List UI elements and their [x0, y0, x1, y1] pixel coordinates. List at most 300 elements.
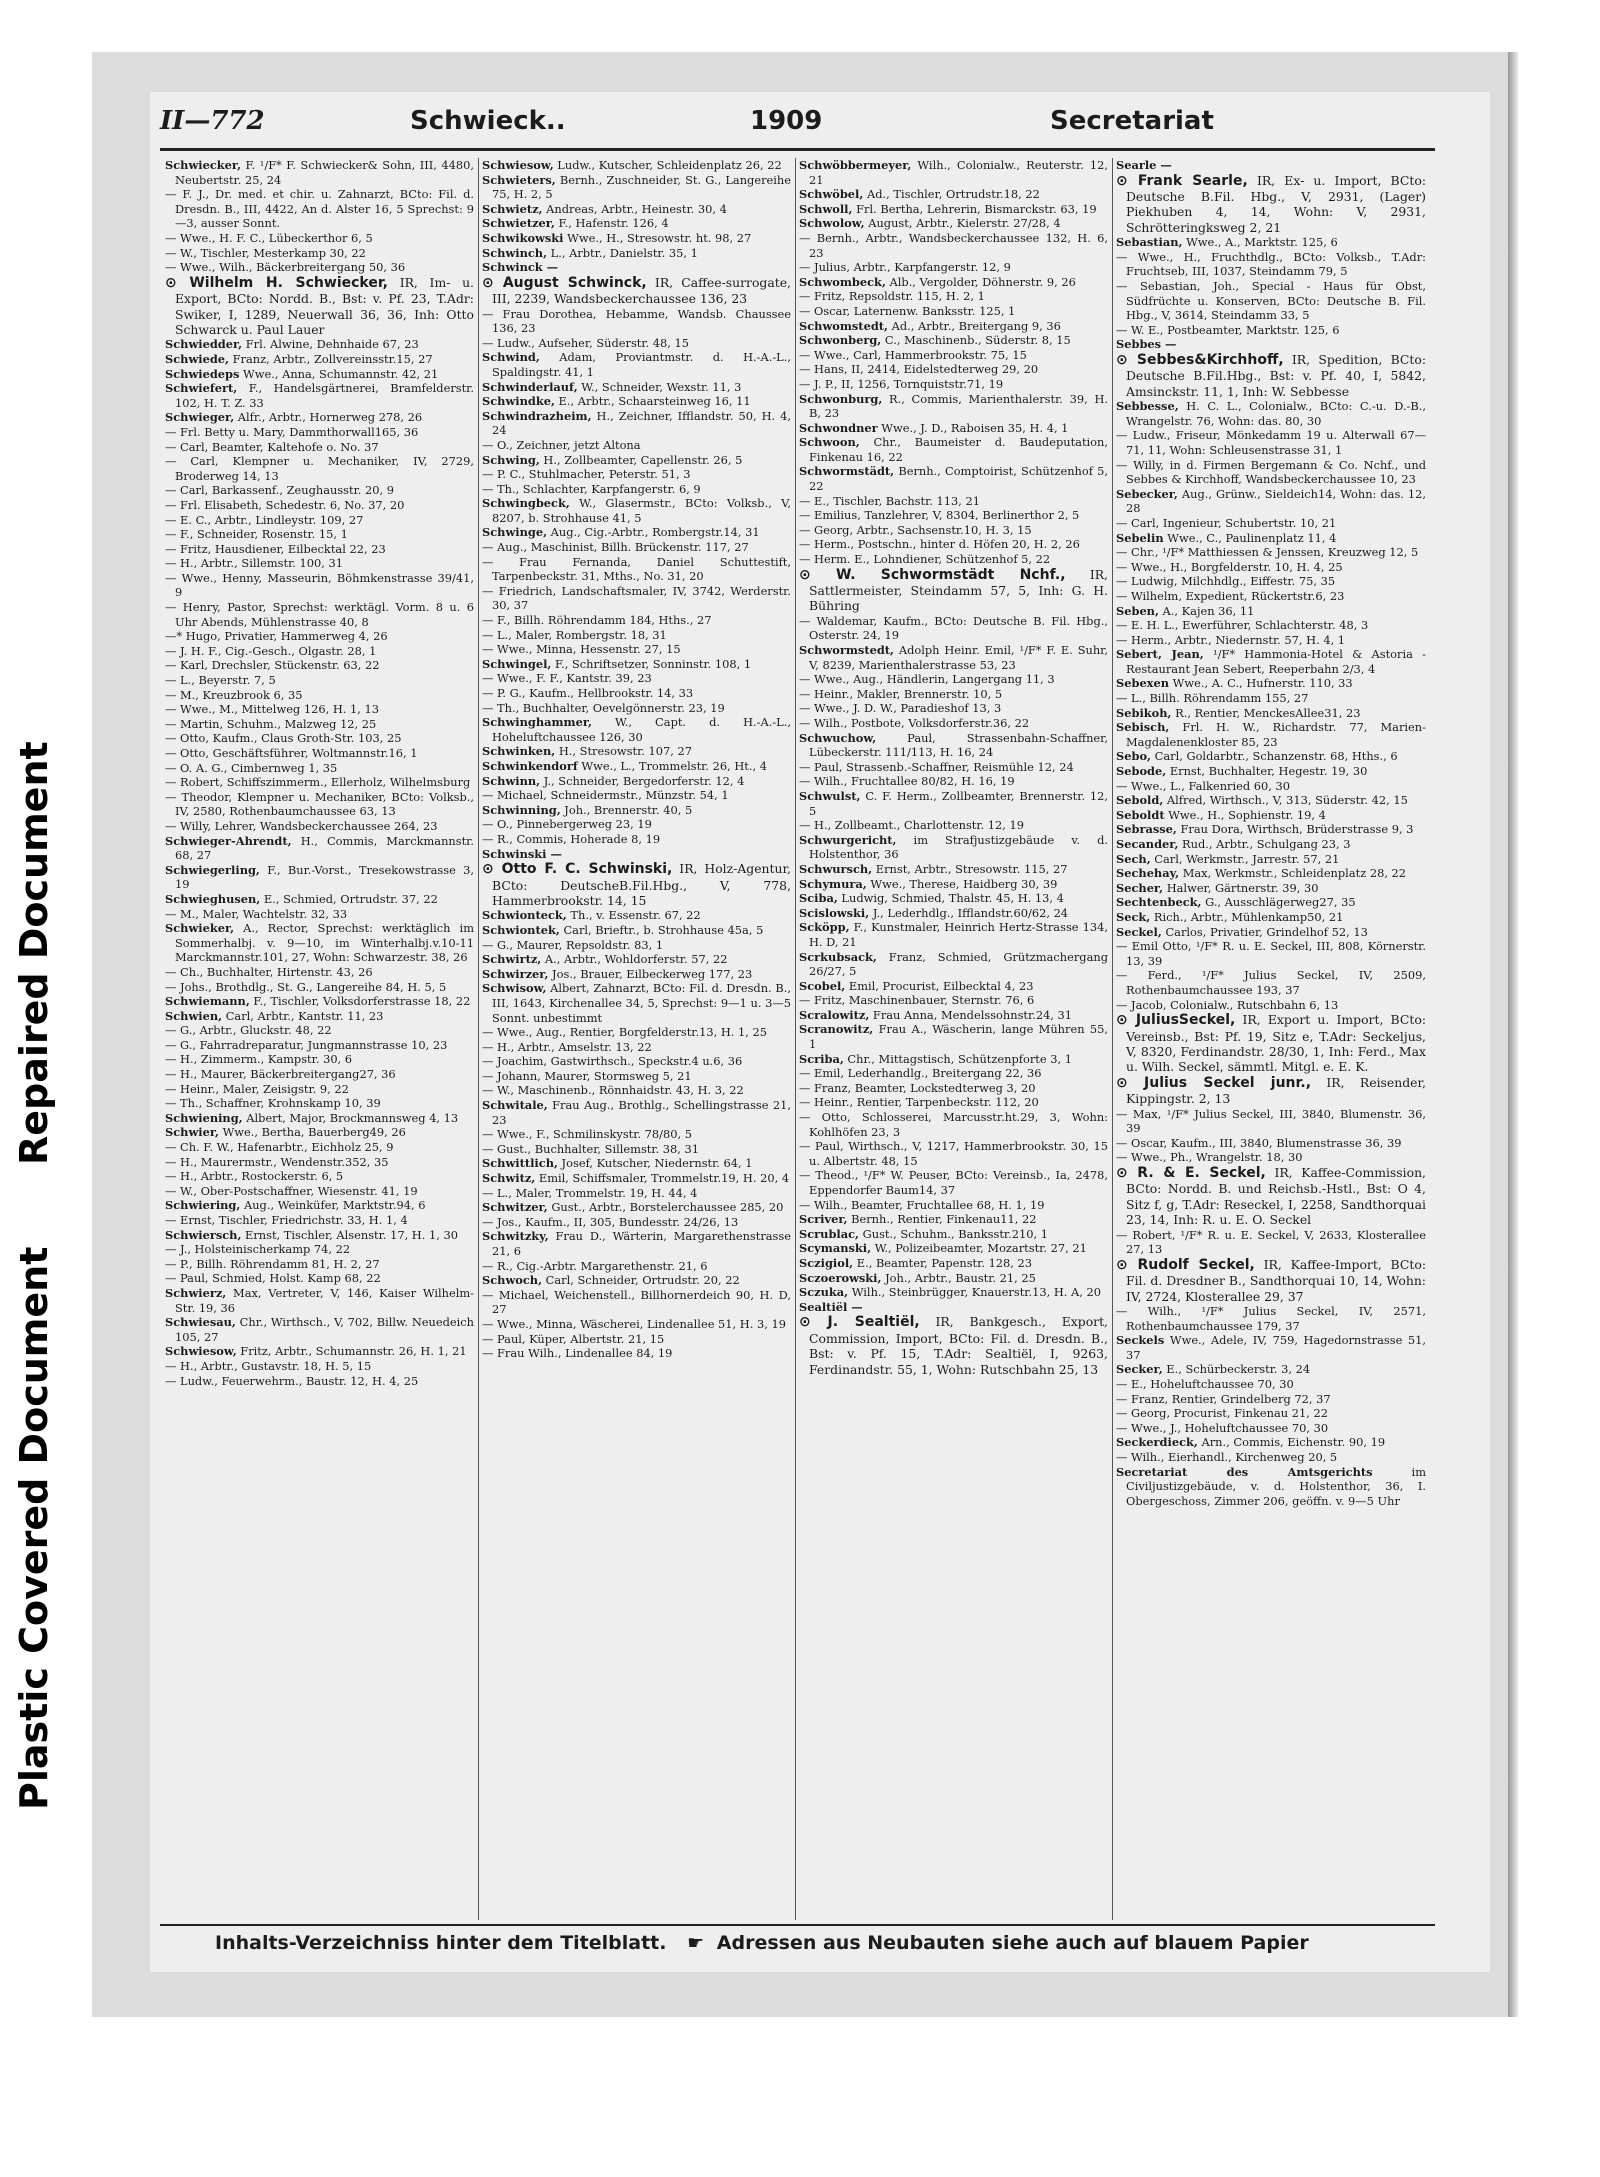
entry-details: — Oscar, Kaufm., III, 3840, Blumenstrasse 36, 39: [1116, 1135, 1402, 1150]
directory-entry: [165, 673, 474, 688]
directory-entry: [165, 1155, 474, 1170]
entry-details: — Herm., Postschn., hinter d. Höfen 20, H. 2, 26: [799, 537, 1080, 552]
entry-details: Wwe., A., Marktstr. 125, 6: [1182, 235, 1338, 250]
directory-entry: [799, 1241, 1108, 1256]
entry-name: Schwinn,: [482, 773, 541, 788]
entry-name: Schwittlich,: [482, 1156, 558, 1171]
entry-details: — Emil, Lederhandlg., Breitergang 22, 36: [799, 1066, 1042, 1081]
directory-entry: [482, 861, 791, 908]
entry-details: — Oscar, Laternenw. Banksstr. 125, 1: [799, 303, 1016, 318]
entry-details: L., Arbtr., Danielstr. 35, 1: [547, 245, 698, 260]
directory-entry: [165, 246, 474, 261]
directory-entry: [799, 158, 1108, 187]
entry-name: Sczoerowski,: [799, 1270, 882, 1285]
entry-details: ¹/F* Hammonia-Hotel & Astoria - Restaurant Jean Sebert, Reeperbahn 2/3, 4: [1126, 647, 1426, 676]
entry-details: — Frau Wilh., Lindenallee 84, 19: [482, 1346, 673, 1361]
entry-name: Schwietz,: [482, 201, 543, 216]
directory-entry: [165, 542, 474, 557]
entry-name: Schwiesau,: [165, 1315, 236, 1330]
side-label-plastic: Plastic Covered Document: [12, 1246, 56, 1810]
entry-name: Schwiesow,: [482, 158, 554, 172]
directory-entry: [799, 537, 1108, 552]
entry-name: ⊙ Wilhelm H. Schwiecker,: [165, 274, 389, 291]
entry-details: — W. E., Postbeamter, Marktstr. 125, 6: [1116, 322, 1340, 337]
entry-details: Aug., Grünw., Sieldeich14, Wohn: das. 12, 28: [1126, 486, 1426, 516]
directory-entry: [799, 833, 1108, 862]
entry-details: — Wilh., ¹/F* Julius Seckel, IV, 2571, Rothenbaumchaussee 179, 37: [1116, 1303, 1426, 1333]
entry-details: — Wilh., Postbote, Volksdorferstr.36, 22: [799, 716, 1030, 730]
entry-details: — H., Arbtr., Amselstr. 13, 22: [482, 1039, 652, 1054]
entry-details: — Wwe., Aug., Rentier, Borgfelderstr.13, H. 1, 25: [482, 1025, 768, 1040]
directory-entry: [1116, 925, 1426, 940]
entry-details: A., Arbtr., Wohldorferstr. 57, 22: [541, 952, 728, 967]
directory-entry: [165, 556, 474, 571]
entry-name: Schwien,: [165, 1008, 223, 1023]
entry-details: — L., Beyerstr. 7, 5: [165, 673, 276, 688]
entry-details: — Wwe., Aug., Händlerin, Langergang 11, 3: [799, 672, 1055, 687]
directory-entry: [482, 1317, 791, 1332]
directory-entry: [799, 1212, 1108, 1227]
entry-name: Sebode,: [1116, 764, 1167, 779]
directory-entry: [482, 981, 791, 1025]
directory-entry: [165, 1315, 474, 1344]
header-year: 1909: [750, 106, 823, 136]
directory-entry: [1116, 706, 1426, 721]
directory-columns: [162, 158, 1432, 1920]
directory-entry: [165, 352, 474, 367]
entry-name: Sebikoh,: [1116, 705, 1172, 720]
entry-details: Joh., Arbtr., Baustr. 21, 25: [881, 1270, 1036, 1285]
directory-entry: [1116, 1228, 1426, 1257]
directory-entry: [1116, 866, 1426, 881]
directory-entry: [1116, 633, 1426, 648]
directory-entry: [165, 775, 474, 790]
entry-name: Schwiecker,: [165, 158, 242, 172]
entry-name: Schwormstedt,: [799, 643, 895, 658]
entry-name: ⊙ W. Schwormstädt Nchf.,: [799, 566, 1066, 583]
entry-details: Albert, Zahnarzt, BCto: Fil. d. Dresdn. B., III, 1643, Kirchenallee 34, 5, Sprechst: 9—1 u. 3—5 Sonnt. unbestimmt: [492, 981, 791, 1025]
entry-name: Schwionteck,: [482, 908, 567, 923]
directory-entry: [799, 377, 1108, 392]
footer-index-note: Inhalts-Verzeichniss hinter dem Titelblatt.: [215, 1932, 667, 1954]
directory-entry: [165, 1374, 474, 1389]
entry-details: — Paul, Küper, Albertstr. 21, 15: [482, 1331, 665, 1346]
entry-details: — Chr., ¹/F* Matthiessen & Jenssen, Kreuzweg 12, 5: [1116, 545, 1419, 560]
entry-name: Scköpp,: [799, 920, 850, 935]
entry-name: Schwinderlauf,: [482, 379, 578, 394]
entry-details: Carl, Brieftr., b. Strohhause 45a, 5: [559, 922, 764, 937]
entry-details: — Henry, Pastor, Sprechst: werktägl. Vorm. 8 u. 6 Uhr Abends, Mühlenstrasse 40, 8: [165, 600, 474, 629]
directory-entry: [482, 1332, 791, 1347]
directory-entry: [1116, 560, 1426, 575]
entry-details: — W., Maschinenb., Rönnhaidstr. 43, H. 3, 22: [482, 1083, 744, 1098]
entry-details: F., Handelsgärtnerei, Bramfelderstr. 102, H. T. Z. 33: [175, 381, 474, 410]
entry-name: Scriba,: [799, 1051, 844, 1066]
entry-name: Sech,: [1116, 851, 1151, 866]
directory-entry: [482, 409, 791, 438]
side-label-repaired: Repaired Document: [12, 741, 56, 1165]
entry-details: R., Commis, Marienthalerstr. 39, H. B, 23: [809, 391, 1108, 421]
entry-details: Franz, Schmied, Grützmachergang 26/27, 5: [809, 949, 1108, 979]
directory-entry: [1116, 545, 1426, 560]
entry-name: Schwirtz,: [482, 952, 542, 967]
directory-entry: [1116, 1257, 1426, 1304]
entry-details: — Carl, Ingenieur, Schubertstr. 10, 21: [1116, 515, 1337, 530]
entry-details: Frl. H. W., Richardstr. 77, Marien-Magdalenenkloster 85, 23: [1126, 720, 1426, 749]
entry-details: F., Schriftsetzer, Sonninstr. 108, 1: [551, 656, 752, 671]
entry-details: August, Arbtr., Kielerstr. 27/28, 4: [864, 216, 1061, 231]
directory-entry: [799, 1256, 1108, 1271]
directory-entry: [1116, 1377, 1426, 1392]
entry-details: — E. C., Arbtr., Lindleystr. 109, 27: [165, 512, 364, 527]
directory-entry: [799, 275, 1108, 290]
entry-name: Schwöbel,: [799, 187, 864, 202]
directory-entry: [1116, 323, 1426, 338]
entry-name: Schwinken,: [482, 744, 556, 759]
entry-details: Frl. Bertha, Lehrerin, Bismarckstr. 63, 19: [852, 201, 1097, 216]
directory-entry: [1116, 1136, 1426, 1151]
entry-details: — Wilh., Fruchtallee 80/82, H. 16, 19: [799, 774, 1015, 789]
directory-entry: [482, 1273, 791, 1288]
entry-name: Schwingbeck,: [482, 496, 570, 511]
directory-entry: [799, 494, 1108, 509]
entry-details: — Robert, Schiffszimmerm., Ellerholz, Wilhelmsburg: [165, 775, 471, 790]
directory-entry: [165, 1140, 474, 1155]
entry-name: Schwing,: [482, 452, 540, 467]
directory-entry: [165, 1009, 474, 1024]
entry-name: Schwiedder,: [165, 337, 243, 352]
directory-entry: [482, 246, 791, 261]
entry-details: — Aug., Maschinist, Billh. Brückenstr. 117, 27: [482, 540, 749, 555]
entry-details: — Carl, Klempner u. Mechaniker, IV, 2729, Broderweg 14, 13: [165, 454, 474, 483]
directory-entry: [799, 1052, 1108, 1067]
entry-name: Schwiering,: [165, 1198, 241, 1213]
entry-name: Schwitz,: [482, 1171, 536, 1186]
entry-details: IR, Caffee-surrogate, III, 2239, Wandsbeckerchaussee 136, 23: [492, 274, 791, 307]
directory-entry: [165, 275, 474, 338]
entry-name: Schwiedeps: [165, 366, 240, 381]
entry-details: W., Glasermstr., BCto: Volksb., V, 8207, b. Strohhause 41, 5: [492, 496, 791, 525]
entry-details: — Frl. Elisabeth, Schedestr. 6, No. 37, 20: [165, 497, 405, 512]
entry-details: Emil, Procurist, Eilbecktal 4, 23: [845, 978, 1034, 993]
entry-details: — Wwe., H., Borgfelderstr. 10, H. 4, 25: [1116, 559, 1343, 574]
entry-details: Rud., Arbtr., Schulgang 23, 3: [1178, 837, 1351, 851]
entry-details: — Wilh., Eierhandl., Kirchenweg 20, 5: [1116, 1449, 1338, 1464]
entry-details: Gust., Schuhm., Banksstr.210, 1: [859, 1226, 1048, 1241]
directory-entry: [165, 498, 474, 513]
entry-details: H., Commis, Marckmannstr. 68, 27: [175, 833, 474, 863]
entry-name: Secker,: [1116, 1362, 1163, 1377]
entry-name: Secander,: [1116, 837, 1179, 851]
directory-entry: [165, 907, 474, 922]
entry-details: — Herm. E., Lohndiener, Schützenhof 5, 22: [799, 552, 1051, 567]
entry-name: Schymura,: [799, 876, 867, 891]
directory-entry: [165, 819, 474, 834]
directory-entry: [1116, 852, 1426, 867]
entry-name: Schwinski —: [482, 846, 562, 861]
entry-details: Josef, Kutscher, Niedernstr. 64, 1: [557, 1156, 753, 1171]
directory-entry: [1116, 428, 1426, 457]
directory-entry: [799, 231, 1108, 260]
directory-entry: [165, 1228, 474, 1243]
entry-details: C. F. Herm., Zollbeamter, Brennerstr. 12, 5: [809, 788, 1108, 818]
directory-entry: [482, 496, 791, 525]
directory-entry: [165, 454, 474, 483]
entry-name: Schwöbbermeyer,: [799, 158, 912, 172]
header-right-keyword: Secretariat: [1050, 106, 1214, 136]
directory-entry: [1116, 1012, 1426, 1075]
directory-entry: [1116, 337, 1426, 352]
directory-entry: [1116, 1465, 1426, 1509]
entry-details: Rich., Arbtr., Mühlenkamp50, 21: [1150, 909, 1344, 924]
directory-entry: [165, 644, 474, 659]
entry-name: Schwormstädt,: [799, 464, 895, 479]
directory-entry: [165, 1213, 474, 1228]
directory-entry: [799, 614, 1108, 643]
entry-details: — P. C., Stuhlmacher, Peterstr. 51, 3: [482, 467, 691, 482]
directory-entry: [165, 1257, 474, 1272]
directory-entry: [799, 672, 1108, 687]
entry-details: — H., Zimmerm., Kampstr. 30, 6: [165, 1052, 353, 1067]
entry-name: Searle —: [1116, 158, 1172, 172]
directory-column: [796, 158, 1113, 1920]
page-footer: [215, 1932, 1445, 1954]
entry-details: — Ch. F. W., Hafenarbtr., Eichholz 25, 9: [165, 1140, 394, 1155]
entry-details: — Wwe., J., Hoheluftchaussee 70, 30: [1116, 1420, 1329, 1435]
directory-entry: [799, 1168, 1108, 1197]
entry-details: — J. H. F., Cig.-Gesch., Olgastr. 28, 1: [165, 643, 377, 658]
entry-details: — Sebastian, Joh., Special - Haus für Obst, Südfrüchte u. Konserven, BCto: Deutsche B. Fil. Hbg., V, 3614, Steindamm 33, 5: [1116, 279, 1426, 323]
directory-entry: [165, 1242, 474, 1257]
directory-entry: [165, 527, 474, 542]
directory-entry: [799, 862, 1108, 877]
directory-entry: [482, 1215, 791, 1230]
entry-details: — Ludw., Friseur, Mönkedamm 19 u. Alterwall 67—71, 11, Wohn: Schleusenstrasse 31, 1: [1116, 428, 1426, 457]
directory-entry: [1116, 1392, 1426, 1407]
entry-name: ⊙ Julius Seckel junr.,: [1116, 1074, 1312, 1091]
directory-entry: [1116, 749, 1426, 764]
directory-entry: [482, 1054, 791, 1069]
directory-entry: [1116, 939, 1426, 968]
entry-details: E., Schmied, Ortrudstr. 37, 22: [260, 891, 438, 906]
entry-name: Scrkubsack,: [799, 949, 877, 964]
entry-details: Wwe., Anna, Schumannstr. 42, 21: [239, 366, 439, 381]
entry-details: E., Schürbeckerstr. 3, 24: [1162, 1362, 1311, 1377]
entry-name: Sechehay,: [1116, 866, 1180, 881]
entry-details: Aug., Cig.-Arbtr., Rombergstr.14, 31: [547, 525, 760, 540]
directory-entry: [482, 394, 791, 409]
entry-details: — Jos., Kaufm., II, 305, Bundesstr. 24/26, 13: [482, 1214, 739, 1229]
entry-details: J., Lederhdlg., Ifflandstr.60/62, 24: [869, 905, 1069, 920]
directory-entry: [1116, 604, 1426, 619]
entry-details: — Wwe., Minna, Hessenstr. 27, 15: [482, 642, 681, 657]
directory-entry: [482, 952, 791, 967]
entry-details: H., Stresowstr. 107, 27: [555, 744, 693, 759]
entry-details: IR, Spedition, BCto: Deutsche B.Fil.Hbg., Bst: v. Pf. 40, I, 5842, Amsinckstr. 11, 1, Inh: W. Sebbesse: [1126, 351, 1426, 399]
entry-details: IR, Kaffee-Commission, BCto: Nordd. B. und Reichsb.-Hstl., Bst: O 4, Sitz f, g, T.Adr: Reseckel, I, 2258, Sandthorquai 23, 14, Inh: R. u. E. O. Seckel: [1126, 1164, 1426, 1228]
directory-entry: [165, 381, 474, 410]
directory-entry: [1116, 808, 1426, 823]
directory-entry: [799, 392, 1108, 421]
entry-details: Adolph Heinr. Emil, ¹/F* F. E. Suhr, V, 8239, Marienthalerstrasse 53, 23: [809, 643, 1108, 672]
directory-entry: [482, 231, 791, 246]
entry-details: — Wwe., M., Mittelweg 126, H. 1, 13: [165, 702, 379, 717]
entry-details: — H., Maurermstr., Wendenstr.352, 35: [165, 1154, 389, 1169]
directory-entry: [165, 980, 474, 995]
entry-details: — Wwe., Carl, Hammerbrookstr. 75, 15: [799, 347, 1027, 362]
entry-details: Ludwig, Schmied, Thalstr. 45, H. 13, 4: [837, 891, 1064, 906]
footer-new-buildings-note: Adressen aus Neubauten siehe auch auf blauem Papier: [716, 1932, 1309, 1954]
entry-details: — Jacob, Colonialw., Rutschbahn 6, 13: [1116, 997, 1339, 1012]
entry-details: Emil, Schiffsmaler, Trommelstr.19, H. 20, 4: [535, 1171, 790, 1186]
entry-details: IR, Holz-Agentur, BCto: DeutscheB.Fil.Hbg., V, 778, Hammerbrookstr. 14, 15: [492, 861, 791, 908]
entry-details: — Michael, Weichenstell., Billhornerdeich 90, H. D, 27: [482, 1287, 791, 1317]
entry-details: — Th., Schaffner, Krohnskamp 10, 39: [165, 1096, 381, 1111]
entry-details: — M., Kreuzbrook 6, 35: [165, 687, 303, 702]
entry-details: G., Ausschlägerweg27, 35: [1201, 895, 1356, 910]
directory-entry: [482, 1127, 791, 1142]
entry-details: — R., Commis, Hoherade 8, 19: [482, 831, 661, 846]
directory-entry: [1116, 779, 1426, 794]
entry-details: Wwe., A. C., Hufnerstr. 110, 33: [1169, 676, 1353, 691]
directory-entry: [482, 202, 791, 217]
directory-entry: [1116, 895, 1426, 910]
entry-name: Schwinck —: [482, 260, 559, 275]
entry-details: IR, Reisender, Kippingstr. 2, 13: [1126, 1074, 1426, 1107]
directory-entry: [165, 790, 474, 819]
directory-entry: [1116, 279, 1426, 323]
directory-entry: [482, 967, 791, 982]
entry-details: — Gust., Buchhalter, Sillemstr. 38, 31: [482, 1141, 700, 1156]
entry-details: — G., Maurer, Repsoldstr. 83, 1: [482, 937, 664, 952]
directory-entry: [1116, 250, 1426, 279]
entry-name: Schwurgericht,: [799, 832, 897, 847]
entry-details: — Willy, in d. Firmen Bergemann & Co. Nchf., und Sebbes & Kirchhoff, Wandsbeckerchaussee 10, 23: [1116, 457, 1426, 487]
entry-details: Frau A., Wäscherin, lange Mühren 55, 1: [809, 1022, 1108, 1052]
entry-name: Schwinge,: [482, 525, 548, 540]
entry-details: — Otto, Geschäftsführer, Woltmannstr.16, 1: [165, 746, 418, 760]
directory-entry: [799, 1081, 1108, 1096]
entry-name: Seck,: [1116, 909, 1151, 924]
entry-details: — Max, ¹/F* Julius Seckel, III, 3840, Blumenstr. 36, 39: [1116, 1106, 1426, 1136]
directory-entry: [482, 1171, 791, 1186]
entry-name: Sebold,: [1116, 793, 1164, 808]
directory-column: [1113, 158, 1430, 1920]
directory-entry: [799, 1022, 1108, 1051]
entry-details: — O. A. G., Cimbernweg 1, 35: [165, 760, 338, 775]
entry-details: — Wilhelm, Expedient, Rückertstr.6, 23: [1116, 588, 1345, 603]
entry-name: Schwieker,: [165, 921, 235, 936]
directory-entry: [799, 774, 1108, 789]
directory-entry: [165, 1169, 474, 1184]
directory-entry: [482, 1083, 791, 1098]
entry-name: Scriver,: [799, 1212, 848, 1227]
entry-name: Scobel,: [799, 978, 846, 993]
directory-entry: [165, 863, 474, 892]
entry-name: Sealtiël —: [799, 1299, 863, 1314]
directory-entry: [799, 920, 1108, 949]
directory-entry: [799, 260, 1108, 275]
entry-details: Wwe., Therese, Haidberg 30, 39: [866, 876, 1058, 891]
entry-details: — P. G., Kaufm., Hellbrookstr. 14, 33: [482, 686, 694, 700]
entry-details: — Herm., Arbtr., Niedernstr. 57, H. 4, 1: [1116, 632, 1346, 647]
directory-entry: [165, 1067, 474, 1082]
entry-details: — G., Fahrradreparatur, Jungmannstrasse 10, 23: [165, 1037, 448, 1052]
entry-details: — O., Zeichner, jetzt Altona: [482, 437, 641, 452]
entry-details: — Wwe., Wilh., Bäckerbreitergang 50, 36: [165, 260, 406, 275]
entry-name: Sebert, Jean,: [1116, 647, 1204, 662]
directory-entry: [482, 1025, 791, 1040]
entry-details: — G., Arbtr., Gluckstr. 48, 22: [165, 1023, 332, 1038]
directory-entry: [482, 759, 791, 774]
directory-entry: [799, 187, 1108, 202]
entry-details: Wwe., Adele, IV, 759, Hagedornstrasse 51, 37: [1126, 1333, 1426, 1362]
directory-entry: [799, 1227, 1108, 1242]
entry-details: Halwer, Gärtnerstr. 39, 30: [1163, 880, 1319, 895]
entry-details: IR, Bankgesch., Export, Commission, Import, BCto: Fil. d. Dresdn. B., Bst: v. Pf. 15, T.Adr: Sealtiël, I, 9263, Ferdinandstr. 55, 1, Wohn: Rutschbahn 25, 13: [809, 1314, 1108, 1377]
directory-entry: [1116, 837, 1426, 852]
entry-details: — Julius, Arbtr., Karpfangerstr. 12, 9: [799, 260, 1011, 275]
entry-details: Ernst, Arbtr., Stresowstr. 115, 27: [872, 861, 1068, 876]
entry-details: Chr., Mittagstisch, Schützenpforte 3, 1: [843, 1051, 1072, 1066]
entry-details: — Friedrich, Landschaftsmaler, IV, 3742, Werderstr. 30, 37: [482, 583, 791, 613]
entry-details: — W., Tischler, Mesterkamp 30, 22: [165, 245, 366, 260]
directory-entry: [482, 525, 791, 540]
directory-entry: [482, 744, 791, 759]
entry-name: Schwieger,: [165, 410, 235, 425]
directory-entry: [165, 410, 474, 425]
entry-details: — Heinr., Maler, Zeisigstr. 9, 22: [165, 1081, 349, 1096]
entry-details: — Hans, II, 2414, Eidelstedterweg 29, 20: [799, 362, 1039, 377]
directory-entry: [165, 337, 474, 352]
directory-entry: [482, 774, 791, 789]
directory-entry: [165, 483, 474, 498]
directory-entry: [482, 628, 791, 643]
entry-details: C., Maschinenb., Süderstr. 8, 15: [881, 333, 1071, 348]
entry-name: Schwiemann,: [165, 994, 250, 1009]
entry-name: Schwinkendorf: [482, 758, 578, 773]
entry-details: — Franz, Rentier, Grindelberg 72, 37: [1116, 1391, 1331, 1406]
directory-entry: [1116, 1450, 1426, 1465]
directory-entry: [1116, 574, 1426, 589]
entry-name: Sebecker,: [1116, 486, 1178, 501]
directory-entry: [165, 629, 474, 644]
directory-entry: [1116, 1165, 1426, 1228]
directory-entry: [799, 877, 1108, 892]
entry-name: ⊙ Frank Searle,: [1116, 172, 1248, 189]
entry-details: Ad., Arbtr., Breitergang 9, 36: [888, 318, 1061, 333]
entry-details: E., Beamter, Papenstr. 128, 23: [853, 1255, 1033, 1270]
entry-details: — L., Maler, Trommelstr. 19, H. 44, 4: [482, 1185, 698, 1200]
entry-details: — Fritz, Maschinenbauer, Sternstr. 76, 6: [799, 993, 1035, 1008]
directory-entry: [799, 1285, 1108, 1300]
entry-details: — Wwe., Ph., Wrangelstr. 18, 30: [1116, 1150, 1303, 1165]
entry-details: H., Zollbeamter, Capellenstr. 26, 5: [539, 452, 743, 467]
entry-name: Schwiede,: [165, 351, 230, 366]
entry-details: — Willy, Lehrer, Wandsbeckerchaussee 264, 23: [165, 818, 438, 833]
directory-entry: [1116, 458, 1426, 487]
entry-name: Sebo,: [1116, 749, 1152, 764]
entry-details: — Robert, ¹/F* R. u. E. Seckel, V, 2633, Klosterallee 27, 13: [1116, 1227, 1426, 1257]
entry-details: — E. H. L., Ewerführer, Schlachterstr. 48, 3: [1116, 618, 1369, 633]
entry-details: Th., v. Essenstr. 67, 22: [566, 908, 701, 923]
directory-entry: [1116, 1435, 1426, 1450]
entry-details: F., Tischler, Volksdorferstrasse 18, 22: [249, 994, 471, 1009]
directory-entry: [1116, 1304, 1426, 1333]
entry-details: — Frau Dorothea, Hebamme, Wandsb. Chaussee 136, 23: [482, 306, 791, 336]
entry-details: Alb., Vergolder, Döhnerstr. 9, 26: [885, 274, 1076, 289]
directory-entry: [482, 540, 791, 555]
